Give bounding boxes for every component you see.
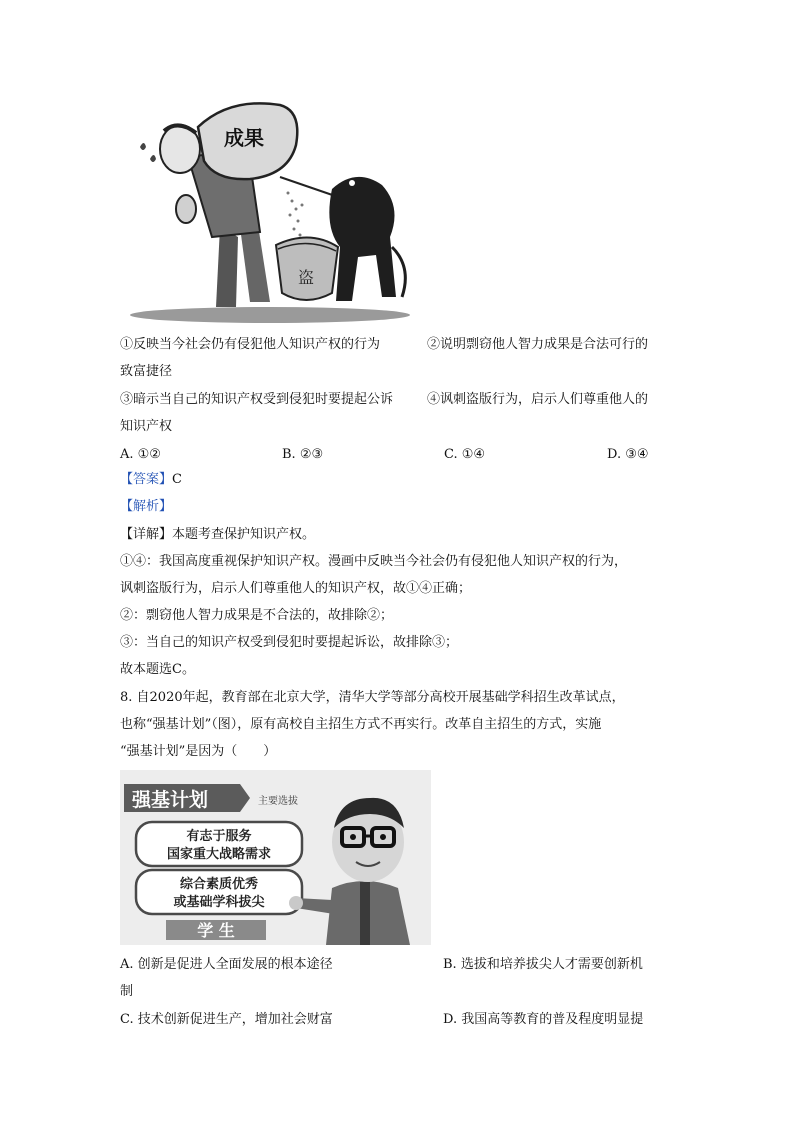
analysis-tag: 【解析】 bbox=[120, 499, 173, 514]
poster-subtitle: 主要选拔 bbox=[258, 796, 298, 807]
poster-title: 强基计划 bbox=[132, 789, 209, 811]
q8-stem-line-3: “强基计划”是因为（ ） bbox=[120, 744, 277, 759]
poster-box2-line1: 综合素质优秀 bbox=[179, 877, 259, 892]
detail-line-1: 【详解】本题考查保护知识产权。 bbox=[120, 527, 316, 542]
detail-line-4: ②：剽窃他人智力成果是不合法的，故排除②； bbox=[120, 608, 394, 623]
statement-4-cont: 知识产权 bbox=[120, 419, 173, 434]
option-b[interactable]: B. ②③ bbox=[282, 447, 324, 462]
poster-footer: 学 生 bbox=[197, 921, 235, 940]
answer-line bbox=[120, 470, 182, 490]
q8-option-b[interactable]: B. 选拔和培养拔尖人才需要创新机 bbox=[443, 957, 643, 972]
q8-stem-line-1: 8. 自2020年起，教育部在北京大学，清华大学等部分高校开展基础学科招生改革试点， bbox=[120, 690, 625, 705]
statement-2: ②说明剽窃他人智力成果是合法可行的 bbox=[427, 337, 649, 352]
q8-option-d[interactable]: D. 我国高等教育的普及程度明显提 bbox=[443, 1012, 644, 1027]
answer-value: C bbox=[172, 472, 182, 487]
option-c[interactable]: C. ①④ bbox=[444, 447, 486, 462]
detail-line-3: 讽刺盗版行为，启示人们尊重他人的知识产权，故①④正确； bbox=[120, 581, 472, 596]
option-a[interactable]: A. ①② bbox=[120, 447, 161, 462]
option-d[interactable]: D. ③④ bbox=[607, 447, 649, 462]
detail-line-2: ①④：我国高度重视保护知识产权。漫画中反映当今社会仍有侵犯他人知识产权的行为， bbox=[120, 554, 628, 569]
statement-1: ①反映当今社会仍有侵犯他人知识产权的行为 bbox=[120, 337, 381, 352]
poster-box1-line2: 国家重大战略需求 bbox=[166, 847, 272, 862]
statement-3: ③暗示当自己的知识产权受到侵犯时要提起公诉 bbox=[120, 392, 394, 407]
cartoon-drawing bbox=[120, 97, 412, 325]
copyright-cartoon bbox=[120, 97, 412, 325]
detail-line-5: ③：当自己的知识产权受到侵犯时要提起诉讼，故排除③； bbox=[120, 635, 459, 650]
poster-box2-line2: 或基础学科拔尖 bbox=[173, 895, 265, 910]
qiangji-poster bbox=[120, 770, 431, 945]
q8-option-a[interactable]: A. 创新是促进人全面发展的根本途径 bbox=[120, 957, 333, 972]
answer-tag: 【答案】 bbox=[120, 472, 173, 487]
poster-drawing bbox=[120, 770, 431, 945]
statement-2-cont: 致富捷径 bbox=[120, 364, 173, 379]
poster-box1-line1: 有志于服务 bbox=[186, 829, 252, 844]
q8-stem-line-2: 也称“强基计划”（图），原有高校自主招生方式不再实行。改革自主招生的方式，实施 bbox=[120, 717, 602, 732]
sack-label: 成果 bbox=[224, 126, 264, 150]
basket-label: 盗 bbox=[298, 268, 315, 287]
q8-option-c[interactable]: C. 技术创新促进生产，增加社会财富 bbox=[120, 1012, 333, 1027]
q8-option-a-cont: 制 bbox=[120, 984, 134, 999]
detail-line-6: 故本题选C。 bbox=[120, 662, 195, 677]
statement-4: ④讽刺盗版行为，启示人们尊重他人的 bbox=[427, 392, 649, 407]
